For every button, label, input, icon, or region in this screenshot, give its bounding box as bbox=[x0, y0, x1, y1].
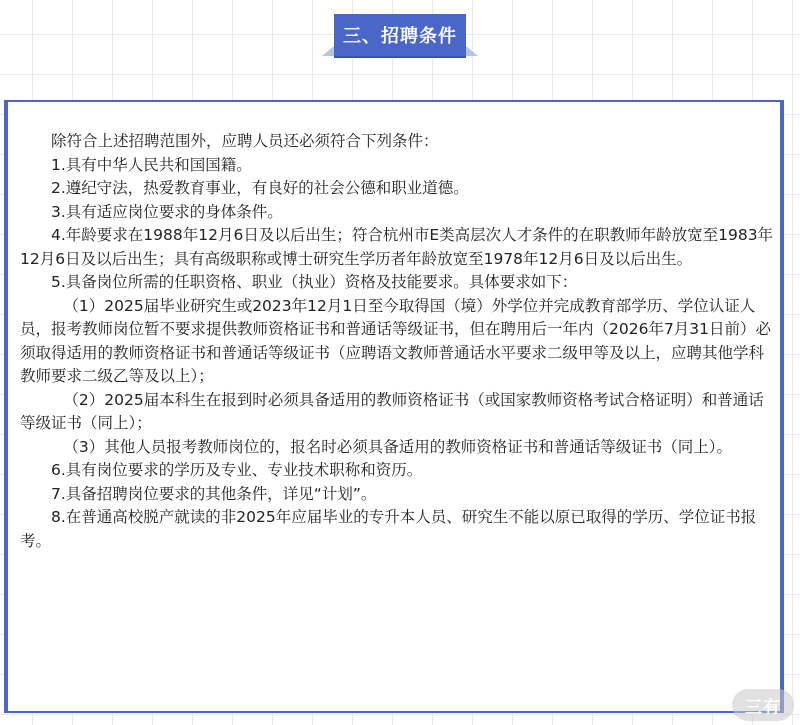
qualification-item-1: （1）2025届毕业研究生或2023年12月1日至今取得国（境）外学位并完成教育部学历、学位认证人员，报考教师岗位暂不要求提供教师资格证书和普通话等级证书，但在聘用后一年内（2026年7月31日前）必须取得适用的教师资格证书和普通话等级证书（应聘语文教师普通话水平要求二级甲等及以上，应聘其他学科教师要求二级乙等及以上）； bbox=[20, 296, 772, 385]
qualification-item-3: （3）其他人员报考教师岗位的，报名时必须具备适用的教师资格证书和普通话等级证书（同上）。 bbox=[63, 437, 733, 456]
header-ribbon-fold-right bbox=[466, 46, 478, 56]
condition-exclusion: 8.在普通高校脱产就读的非2025年应届毕业的专升本人员、研究生不能以原已取得的学历、学位证书报考。 bbox=[20, 508, 757, 550]
conditions-panel bbox=[4, 100, 784, 713]
watermark-logo: 三有 bbox=[732, 689, 794, 721]
section-title: 三、招聘条件 bbox=[334, 14, 466, 56]
condition-health: 3.具有适应岗位要求的身体条件。 bbox=[51, 202, 283, 221]
condition-qualifications: 5.具备岗位所需的任职资格、职业（执业）资格及技能要求。具体要求如下： bbox=[51, 273, 578, 291]
condition-nationality: 1.具有中华人民共和国国籍。 bbox=[51, 155, 252, 174]
condition-age: 4.年龄要求在1988年12月6日及以后出生；符合杭州市E类高层次人才条件的在职教师年龄放宽至1983年12月6日及以后出生；具有高级职称或博士研究生学历者年龄放宽至1978年12月6日及以后出生。 bbox=[20, 226, 774, 268]
condition-education: 6.具有岗位要求的学历及专业、专业技术职称和资历。 bbox=[51, 461, 423, 479]
paragraph-intro: 除符合上述招聘范围外，应聘人员还必须符合下列条件： bbox=[51, 132, 439, 150]
condition-other: 7.具备招聘岗位要求的其他条件，详见“计划”。 bbox=[51, 484, 377, 503]
header-ribbon-fold-left bbox=[322, 46, 334, 56]
condition-conduct: 2.遵纪守法，热爱教育事业，有良好的社会公德和职业道德。 bbox=[51, 179, 469, 197]
section-header bbox=[0, 0, 800, 90]
conditions-content bbox=[20, 130, 776, 553]
qualification-item-2: （2）2025届本科生在报到时必须具备适用的教师资格证书（或国家教师资格考试合格证明）和普通话等级证书（同上）； bbox=[20, 390, 764, 432]
